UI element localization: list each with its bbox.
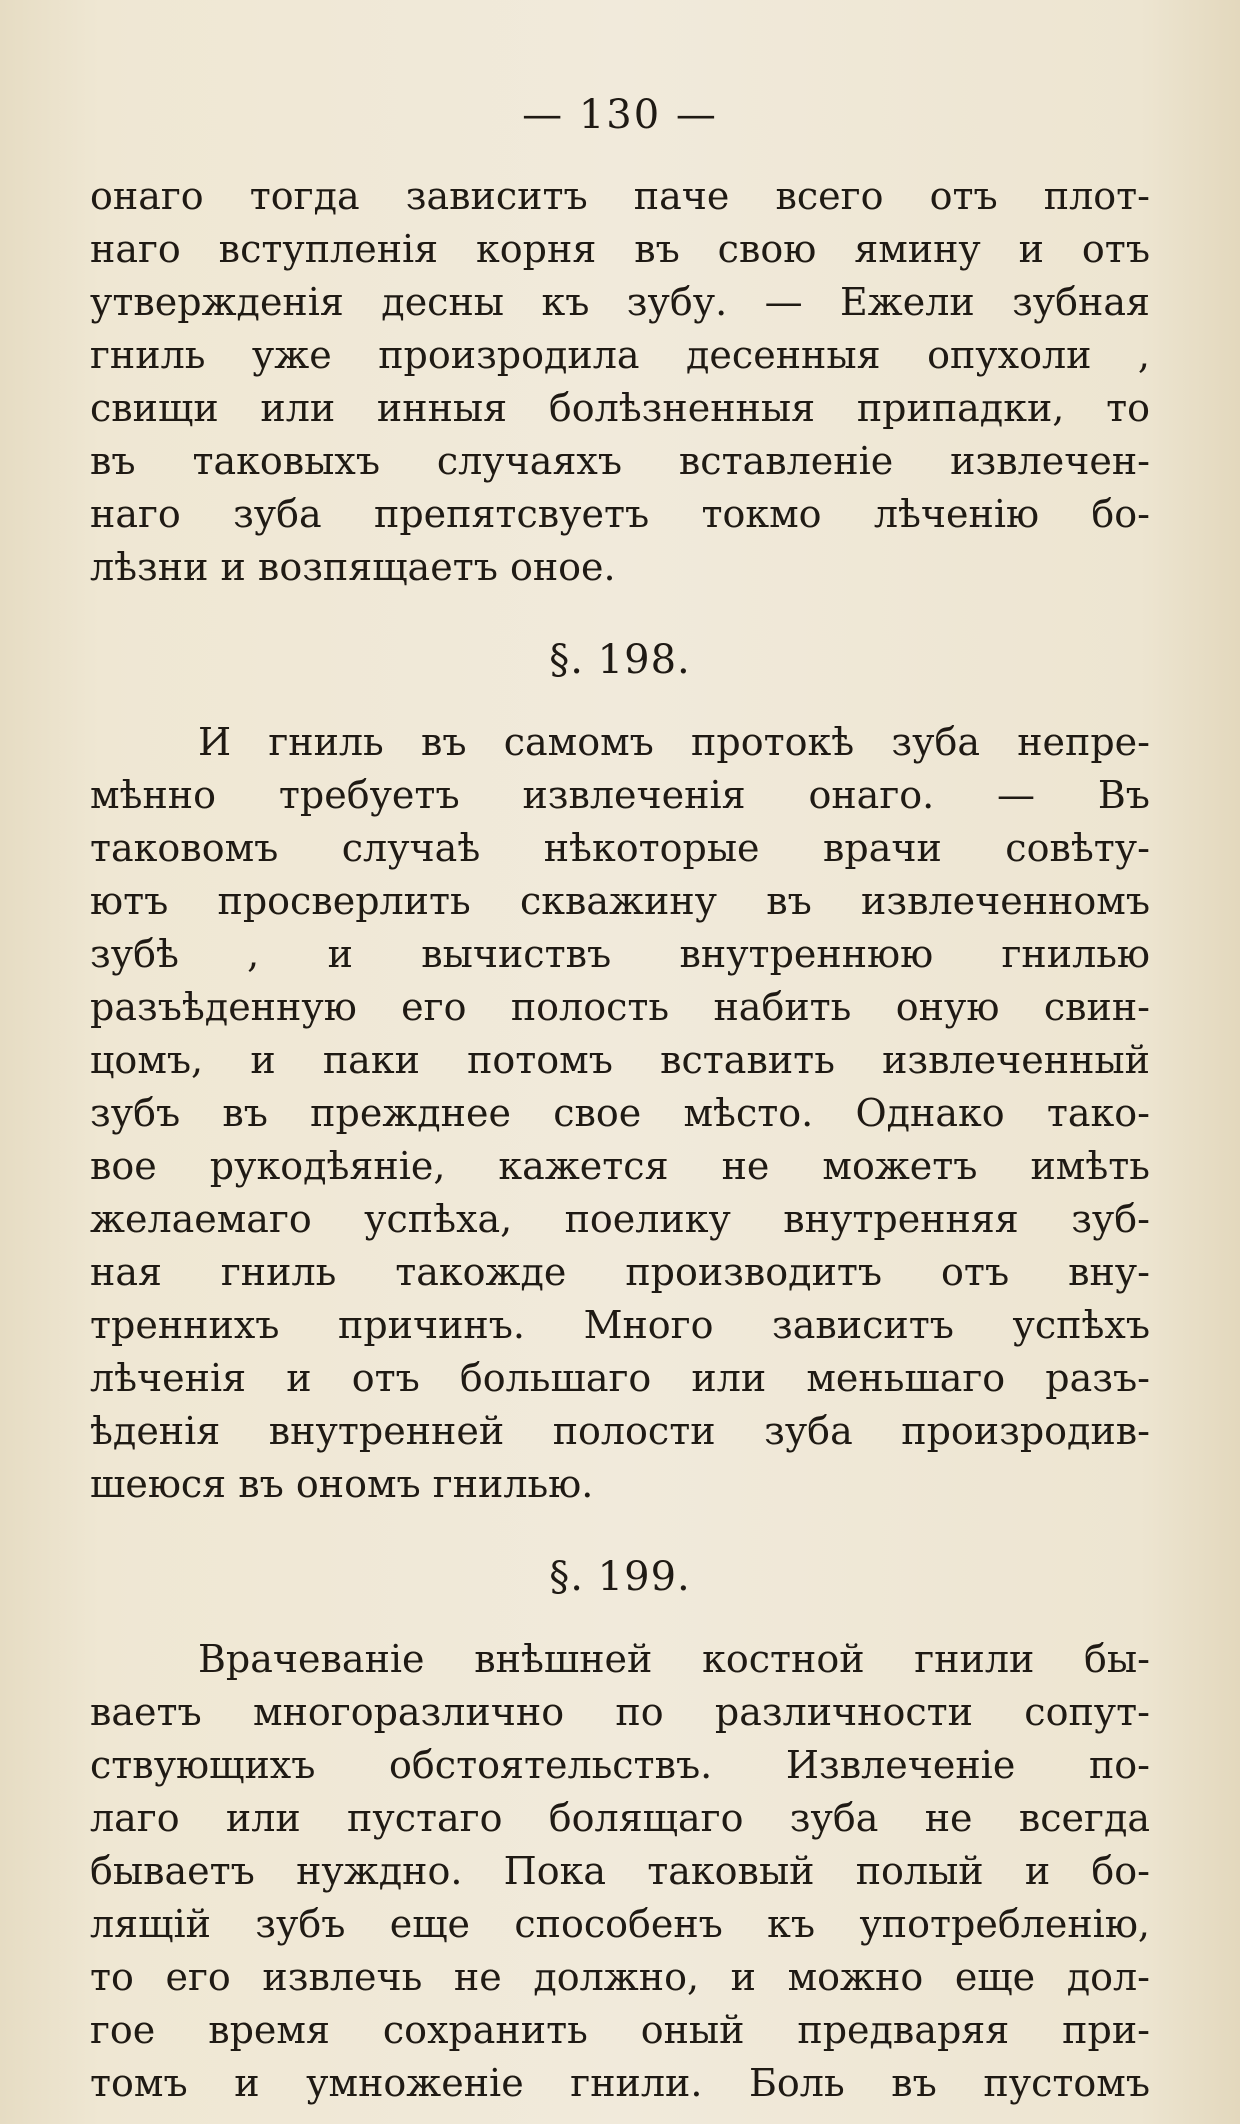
text-line: мѣнно требуетъ извлеченія онаго. — Въ <box>90 773 1150 817</box>
text-line: И гниль въ самомъ протокѣ зуба непре- <box>198 720 1150 764</box>
section-heading-198: §. 198. <box>549 637 691 683</box>
text-line: таковомъ случаѣ нѣкоторые врачи совѣту- <box>90 826 1150 870</box>
text-line: лѣзни и возпящаетъ оное. <box>90 545 616 589</box>
text-line: желаемаго успѣха, поелику внутренняя зуб- <box>90 1197 1150 1241</box>
text-line: ная гниль такожде производитъ отъ вну- <box>90 1250 1150 1294</box>
text-line: гниль уже произродила десенныя опухоли , <box>90 333 1150 377</box>
paragraph-1 <box>90 170 1150 594</box>
text-line: ютъ просверлить скважину въ извлеченномъ <box>90 879 1150 923</box>
text-line: свищи или инныя болѣзненныя припадки, то <box>90 386 1150 430</box>
text-line: вое рукодѣяніе, кажется не можетъ имѣть <box>90 1144 1150 1188</box>
text-line: зубъ въ прежднее свое мѣсто. Однако тако- <box>90 1091 1150 1135</box>
text-line: лаго или пустаго болящаго зуба не всегда <box>90 1796 1150 1840</box>
section-heading-199: §. 199. <box>549 1554 691 1600</box>
text-line: томъ и умноженіе гнили. Боль въ пустомъ <box>90 2061 1150 2105</box>
paragraph-198 <box>90 716 1150 1511</box>
page-number: — 130 — <box>522 92 718 138</box>
text-line: ваетъ многоразлично по различности сопут- <box>90 1690 1150 1734</box>
text-line: гое время сохранить оный предваряя при- <box>90 2008 1150 2052</box>
text-line: цомъ, и паки потомъ вставить извлеченный <box>90 1038 1150 1082</box>
paragraph-199 <box>90 1633 1150 2110</box>
text-line: Врачеваніе внѣшней костной гнили бы- <box>198 1637 1150 1681</box>
text-line: бываетъ нуждно. Пока таковый полый и бо- <box>90 1849 1150 1893</box>
text-line: шеюся въ ономъ гнилью. <box>90 1462 594 1506</box>
text-line: ствующихъ обстоятельствъ. Извлеченіе по- <box>90 1743 1150 1787</box>
text-line: треннихъ причинъ. Много зависитъ успѣхъ <box>90 1303 1150 1347</box>
text-line: лѣченія и отъ большаго или меньшаго разъ- <box>90 1356 1150 1400</box>
text-line: наго зуба препятсвуетъ токмо лѣченію бо- <box>90 492 1150 536</box>
text-line: наго вступленія корня въ свою ямину и отъ <box>90 227 1150 271</box>
text-line: въ таковыхъ случаяхъ вставленіе извлечен- <box>90 439 1150 483</box>
text-line: разъѣденную его полость набить оную свин- <box>90 985 1150 1029</box>
text-line: ѣденія внутренней полости зуба произродив- <box>90 1409 1150 1453</box>
text-line: лящій зубъ еще способенъ къ употребленію, <box>90 1902 1150 1946</box>
text-line: утвержденія десны къ зубу. — Ежели зубная <box>90 280 1150 324</box>
text-line: то его извлечь не должно, и можно еще дол- <box>90 1955 1150 1999</box>
page-text <box>90 170 1150 2110</box>
text-line: онаго тогда зависитъ паче всего отъ плот- <box>90 174 1150 218</box>
text-line: зубѣ , и вычиствъ внутреннюю гнилью <box>90 932 1150 976</box>
